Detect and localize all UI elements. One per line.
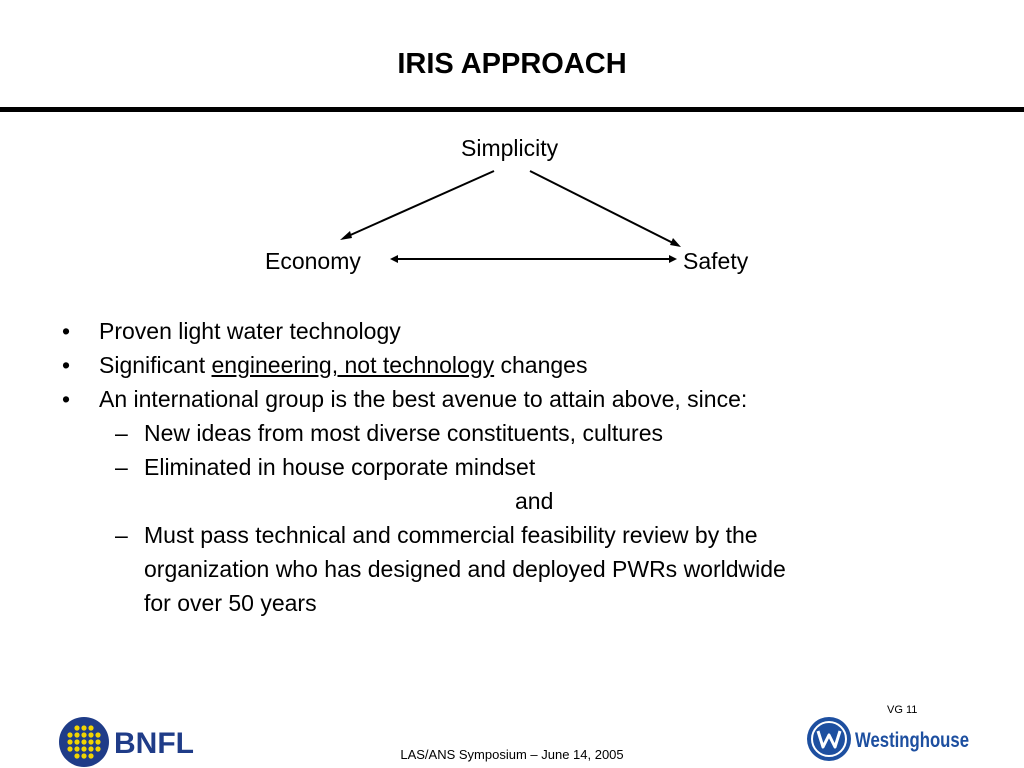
dash-marker: – [115,522,128,548]
bullet-text-before: Significant [99,352,212,378]
arrowhead-right [669,255,677,263]
westinghouse-logo-text: Westinghouse [855,729,969,752]
arrow-simplicity-to-safety [530,171,675,244]
arrowhead-safety [670,238,681,247]
slide-number: VG 11 [887,704,918,716]
node-safety: Safety [683,248,749,274]
bnfl-logo [58,716,193,768]
bullet-text [99,348,587,382]
sub-bullet-text-line: for over 50 years [144,590,317,616]
bullet-text-underlined: engineering, not technology [211,352,495,378]
dash-marker: – [115,420,128,446]
node-economy: Economy [265,248,361,274]
bullet-marker: • [62,386,71,412]
node-simplicity: Simplicity [461,135,559,161]
sub-bullet-text: Eliminated in house corporate mindset [144,454,536,480]
footer-event: LAS/ANS Symposium – June 14, 2005 [400,747,624,762]
arrow-simplicity-to-economy [346,171,494,237]
bullet-marker: • [62,352,71,378]
sub-bullet-text-line: Must pass technical and commercial feasibility review by the [144,522,758,548]
dash-marker: – [115,454,128,480]
slide-title: IRIS APPROACH [397,48,627,80]
bullet-text: An international group is the best avenue to attain above, since: [99,386,748,412]
bnfl-logo-text: BNFL [114,727,194,760]
sub-bullet-text-line: organization who has designed and deployed PWRs worldwide [144,556,786,582]
bullet-text: Proven light water technology [99,318,401,344]
connector-text: and [515,488,554,514]
westinghouse-logo [805,714,973,764]
arrowhead-left [390,255,398,263]
sub-bullet-text: New ideas from most diverse constituents, cultures [144,420,663,446]
bullet-marker: • [62,318,71,344]
bullet-text-after: changes [494,352,588,378]
arrowhead-economy [340,231,352,240]
